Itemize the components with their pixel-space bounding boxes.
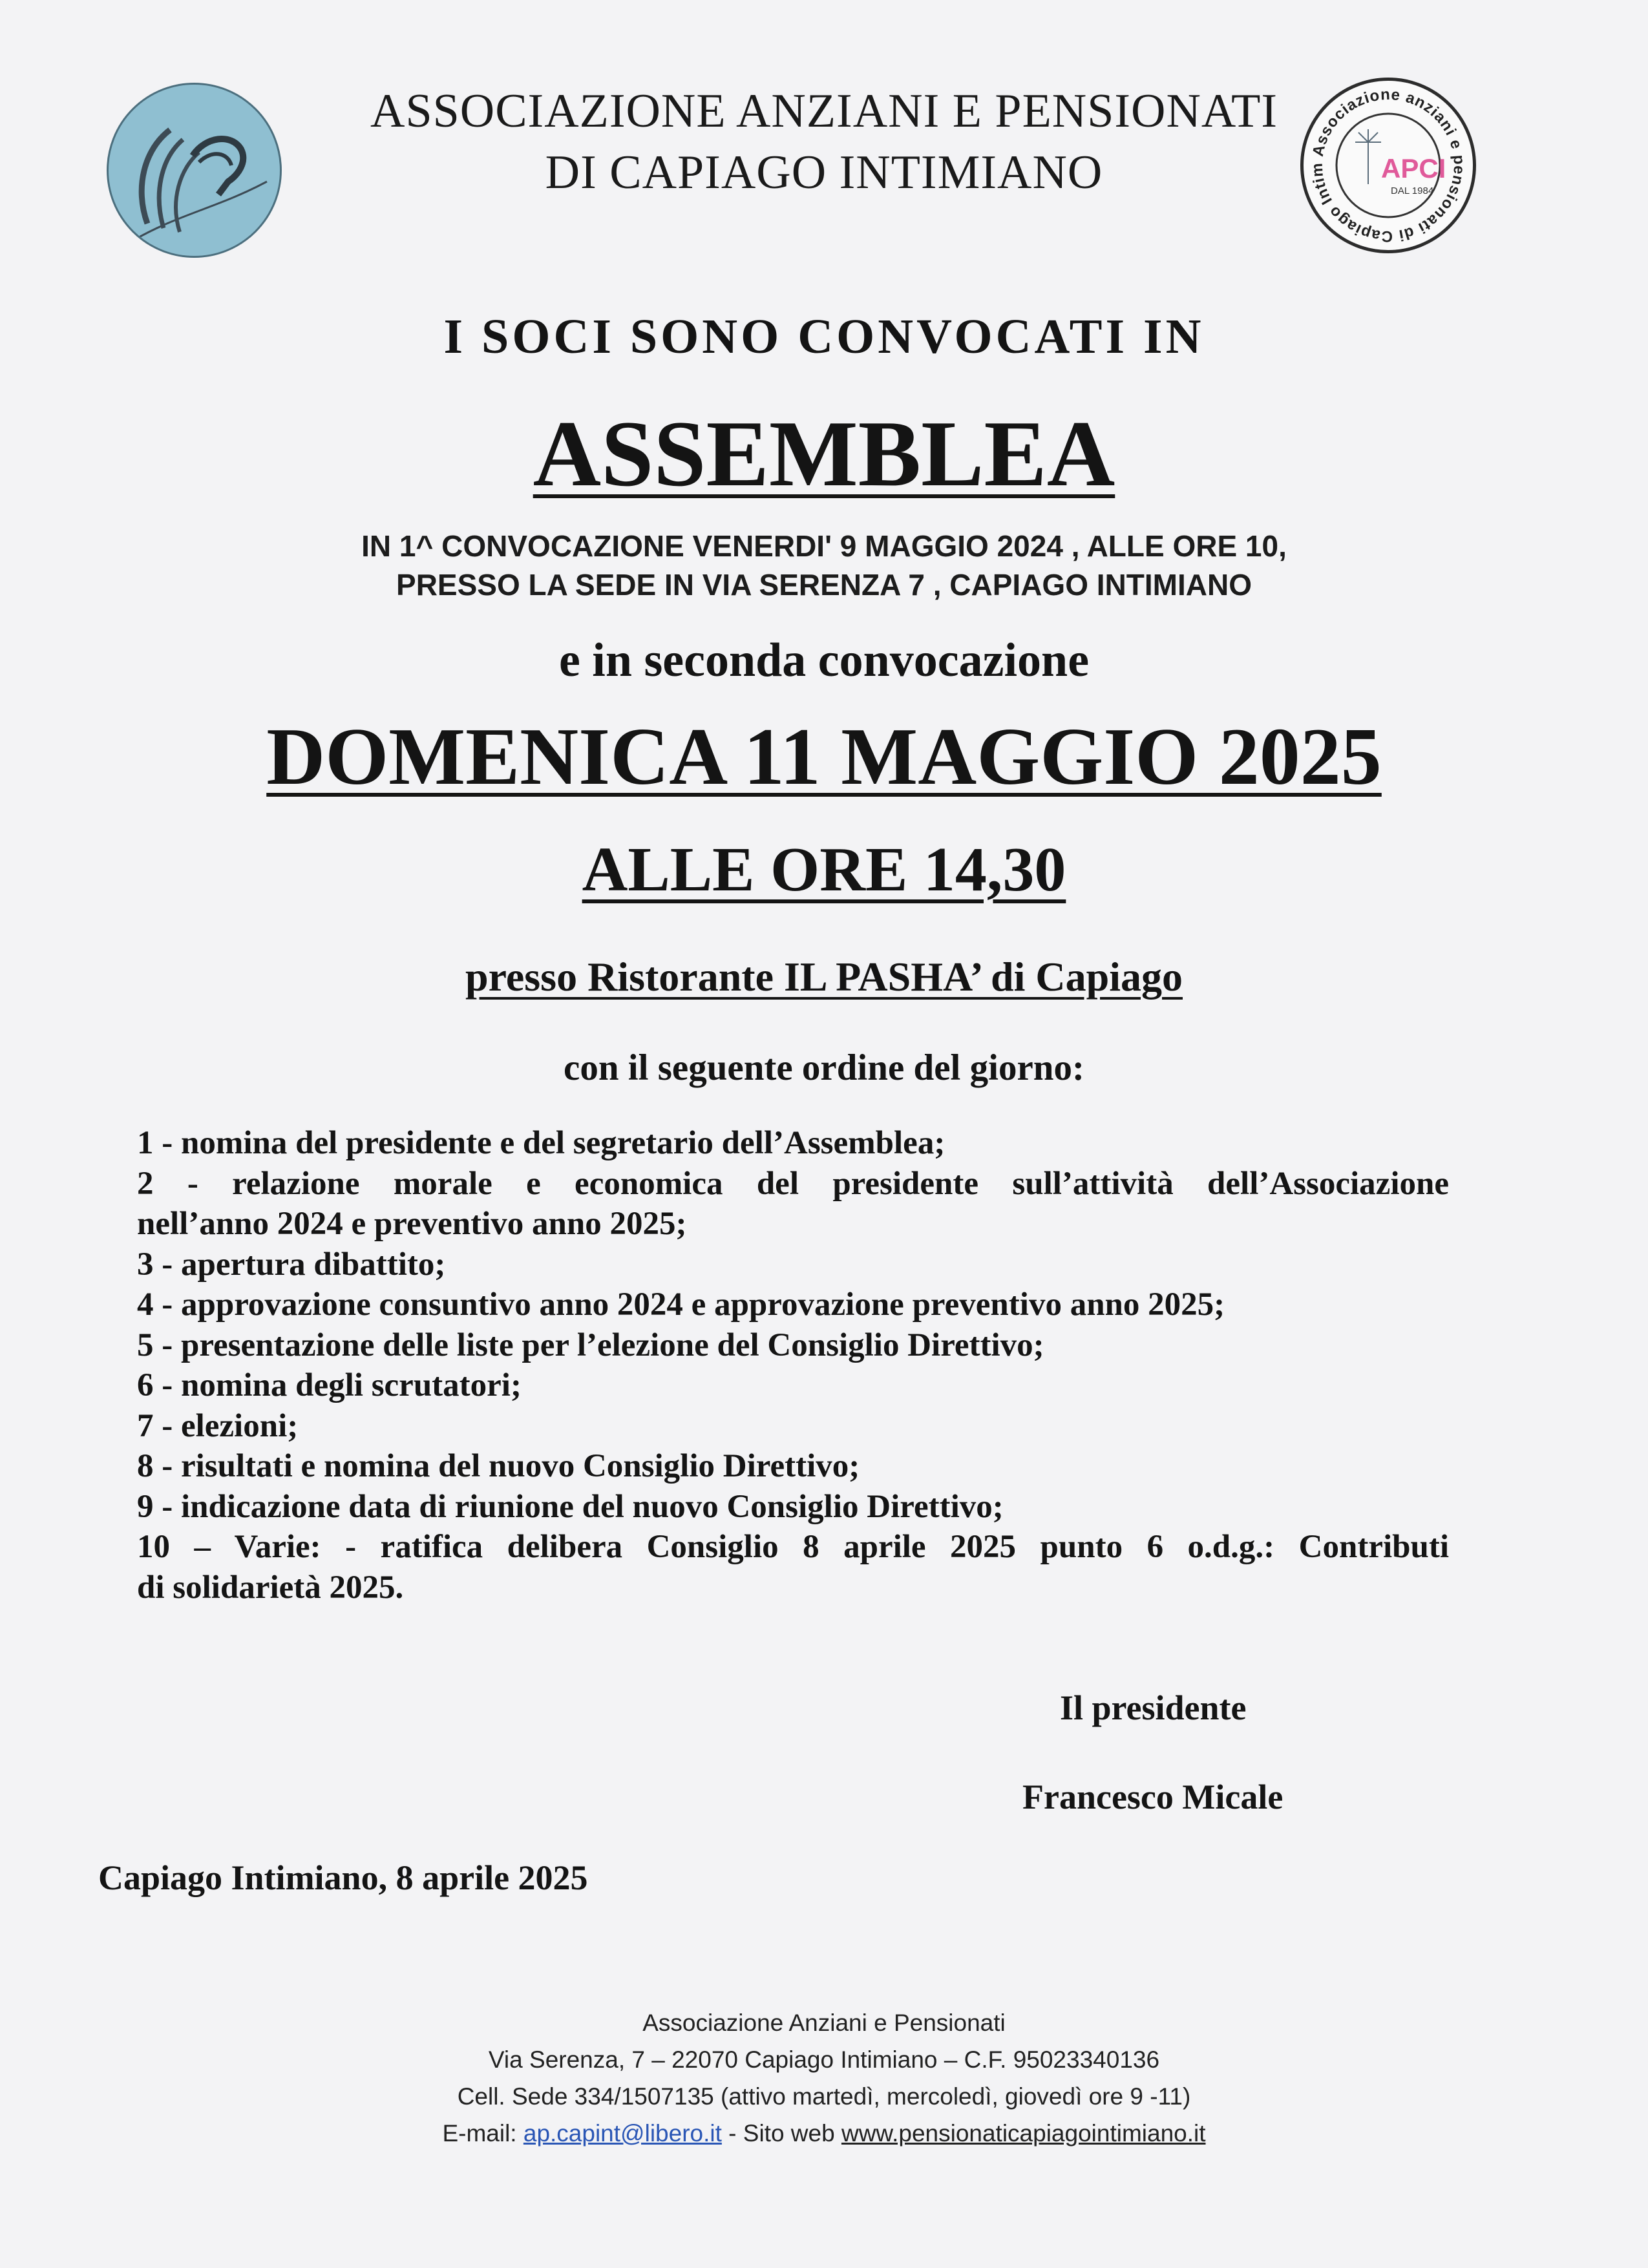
svg-text:APCI	[1381, 153, 1446, 184]
list-item: 4 - approvazione consuntivo anno 2024 e approvazione preventivo anno 2025;	[137, 1286, 1225, 1323]
intro-heading: I SOCI SONO CONVOCATI IN	[443, 310, 1205, 364]
list-item: di solidarietà 2025.	[137, 1569, 404, 1606]
meeting-date: DOMENICA 11 MAGGIO 2025	[266, 712, 1382, 802]
list-item: 5 - presentazione delle liste per l’elezione del Consiglio Direttivo;	[137, 1327, 1044, 1363]
list-item: 3 - apertura dibattito;	[137, 1246, 446, 1283]
site-label: - Sito web	[721, 2120, 841, 2147]
logo-ring-text: Associazione anziani e pensionati di Capiago Intim	[1308, 85, 1468, 246]
list-item: 6 - nomina degli scrutatori;	[137, 1367, 522, 1403]
header-org-line-2: DI CAPIAGO INTIMIANO	[545, 146, 1103, 199]
agenda-list	[137, 1123, 1449, 1608]
dandelion-logo-icon	[1304, 81, 1473, 250]
meeting-venue: presso Ristorante IL PASHA’ di Capiago	[465, 954, 1183, 1000]
footer	[0, 2004, 1648, 2152]
signature-role: Il presidente	[1060, 1688, 1247, 1727]
footer-contacts	[0, 2115, 1648, 2152]
association-logo-right	[1300, 78, 1476, 253]
assembly-title: ASSEMBLEA	[533, 401, 1115, 506]
list-item: 8 - risultati e nomina del nuovo Consiglio Direttivo;	[137, 1448, 860, 1484]
footer-org: Associazione Anziani e Pensionati	[642, 2010, 1006, 2036]
second-call-text: e in seconda convocazione	[558, 634, 1090, 687]
logo-brand-text: APCI	[1381, 153, 1446, 184]
meeting-time: ALLE ORE 14,30	[582, 835, 1066, 905]
email-label: E-mail:	[442, 2120, 523, 2147]
list-item: nell’anno 2024 e preventivo anno 2025;	[137, 1206, 687, 1242]
place-date: Capiago Intimiano, 8 aprile 2025	[98, 1858, 588, 1897]
list-item: 2 - relazione morale e economica del presidente sull’attività dell’Associazione	[137, 1165, 1449, 1202]
first-call-line-1: IN 1^ CONVOCAZIONE VENERDI' 9 MAGGIO 2024 , ALLE ORE 10,	[361, 529, 1287, 563]
first-call-line-2: PRESSO LA SEDE IN VIA SERENZA 7 , CAPIAGO INTIMIANO	[396, 568, 1252, 602]
list-item: 1 - nomina del presidente e del segretario dell’Assemblea;	[137, 1125, 945, 1161]
agenda-intro: con il seguente ordine del giorno:	[564, 1047, 1084, 1088]
website-link[interactable]: www.pensionaticapiagointimiano.it	[841, 2120, 1206, 2147]
email-link[interactable]: ap.capint@libero.it	[523, 2120, 722, 2147]
logo-since-text: DAL 1984	[1391, 185, 1434, 196]
footer-address: Via Serenza, 7 – 22070 Capiago Intimiano – C.F. 95023340136	[488, 2046, 1160, 2073]
list-item: 9 - indicazione data di riunione del nuovo Consiglio Direttivo;	[137, 1488, 1004, 1525]
list-item: 10 – Varie: - ratifica delibera Consiglio 8 aprile 2025 punto 6 o.d.g.: Contributi	[137, 1529, 1449, 1565]
list-item: 7 - elezioni;	[137, 1407, 299, 1444]
header-org-line-1: ASSOCIAZIONE ANZIANI E PENSIONATI	[370, 85, 1278, 138]
footer-phone: Cell. Sede 334/1507135 (attivo martedì, mercoledì, giovedì ore 9 -11)	[457, 2083, 1191, 2110]
signature-name: Francesco Micale	[1022, 1778, 1284, 1816]
